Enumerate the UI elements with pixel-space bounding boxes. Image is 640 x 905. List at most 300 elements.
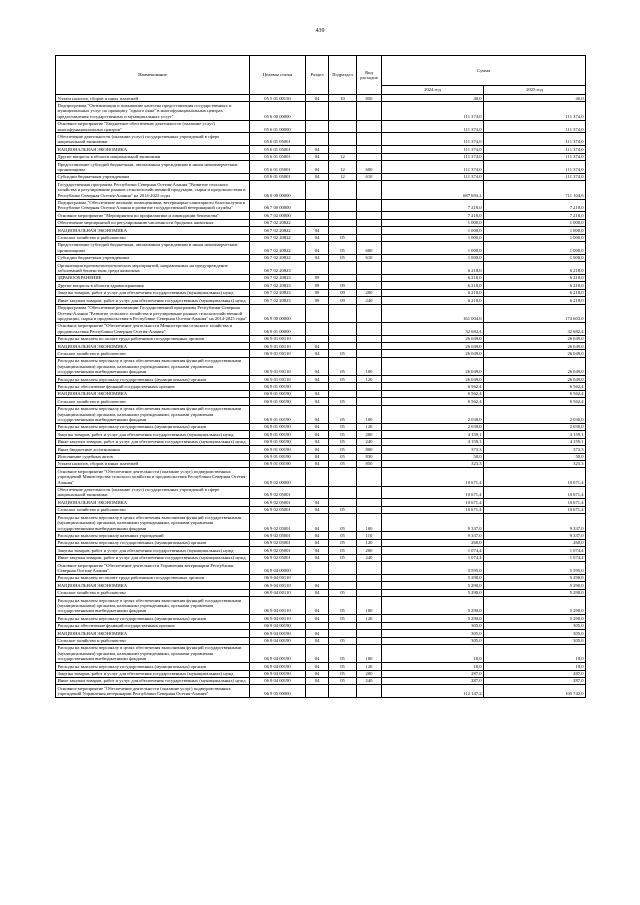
cell-sum-2024: 305,0 <box>382 637 484 644</box>
cell-code: 06 9 04 00110 <box>250 615 306 622</box>
cell-name: Основное мероприятие "Бюджетное обеспечение деятельности (оказание услуг) многофункциональных центров" <box>56 120 250 133</box>
cell-expense-type <box>357 234 382 241</box>
cell-expense-type: 200 <box>357 289 382 296</box>
cell-section <box>306 262 329 275</box>
cell-expense-type <box>357 637 382 644</box>
cell-name: Закупка товаров, работ и услуг для обеспечения государственных (муниципальных) нужд <box>56 289 250 296</box>
cell-name: Субсидии бюджетным учреждениям <box>56 254 250 261</box>
cell-sum-2025: 711 104,6 <box>484 181 586 199</box>
budget-table <box>55 55 586 698</box>
table-row <box>56 670 586 677</box>
cell-subsection <box>329 227 357 234</box>
cell-sum-2024: 18,0 <box>382 644 484 662</box>
cell-section: 04 <box>306 153 329 160</box>
table-row <box>56 219 586 226</box>
cell-sum-2024: 1 000,0 <box>382 234 484 241</box>
cell-sum-2025: 111 374,0 <box>484 161 586 174</box>
cell-sum-2025: 32 682,4 <box>484 322 586 335</box>
cell-name: Другие вопросы в области здравоохранения <box>56 282 250 289</box>
cell-name: Расходы на выплаты персоналу государственных (муниципальных) органов <box>56 423 250 430</box>
cell-name: Иные закупки товаров, работ и услуг для обеспечения государственных (муниципальных) нужд <box>56 438 250 445</box>
cell-code: 06 9 02 05001 <box>250 547 306 554</box>
cell-sum-2025: 6 218,0 <box>484 289 586 296</box>
table-row <box>56 589 586 596</box>
header-year-2: 2025 год <box>484 86 586 95</box>
cell-section <box>306 468 329 486</box>
cell-sum-2024: 111 374,0 <box>382 146 484 153</box>
table-row <box>56 181 586 199</box>
cell-section <box>306 199 329 212</box>
table-row <box>56 343 586 350</box>
cell-expense-type <box>357 390 382 397</box>
table-row <box>56 468 586 486</box>
cell-section: 04 <box>306 95 329 102</box>
cell-expense-type <box>357 499 382 506</box>
cell-sum-2024: 305,0 <box>382 630 484 637</box>
cell-expense-type <box>357 486 382 499</box>
cell-name: Сельское хозяйство и рыболовство <box>56 589 250 596</box>
cell-subsection <box>329 343 357 350</box>
cell-sum-2025: 5 290,0 <box>484 582 586 589</box>
cell-code: 05 6 01 05001 <box>250 146 306 153</box>
cell-code: 06 7 02 20823 <box>250 289 306 296</box>
cell-section: 09 <box>306 297 329 304</box>
cell-sum-2025: 2 030,0 <box>484 405 586 423</box>
cell-expense-type <box>357 506 382 513</box>
cell-code: 06 9 02 00000 <box>250 468 306 486</box>
cell-sum-2024: 111 374,0 <box>382 102 484 120</box>
table-row <box>56 297 586 304</box>
cell-subsection <box>329 383 357 390</box>
cell-sum-2024: 26 049,0 <box>382 343 484 350</box>
cell-section: 04 <box>306 677 329 684</box>
cell-sum-2024: 6 562,4 <box>382 398 484 405</box>
cell-section: 04 <box>306 161 329 174</box>
cell-sum-2025: 287,0 <box>484 670 586 677</box>
table-row <box>56 438 586 445</box>
cell-name: Обеспечение деятельности (оказание услуг) государственных учреждений в сфере национальной экономики <box>56 133 250 146</box>
cell-sum-2025: 7 218,0 <box>484 212 586 219</box>
cell-sum-2025: 50,0 <box>484 453 586 460</box>
cell-subsection <box>329 622 357 629</box>
cell-sum-2024: 111 374,0 <box>382 120 484 133</box>
cell-name: Расходы на выплаты персоналу казенных учреждений <box>56 532 250 539</box>
cell-expense-type <box>357 574 382 581</box>
cell-expense-type <box>357 589 382 596</box>
table-row <box>56 357 586 375</box>
cell-name: Организация противоэпизоотических мероприятий, направленных на предупреждение заболеваний бешенством среди животных <box>56 262 250 275</box>
cell-expense-type <box>357 562 382 575</box>
cell-expense-type: 110 <box>357 532 382 539</box>
cell-subsection: 05 <box>329 670 357 677</box>
cell-sum-2025: 105 742,0 <box>484 685 586 698</box>
cell-subsection: 05 <box>329 357 357 375</box>
cell-subsection: 05 <box>329 405 357 423</box>
cell-code: 06 9 01 00110 <box>250 335 306 342</box>
table-row <box>56 390 586 397</box>
cell-name: Расходы на выплаты персоналу государственных (муниципальных) органов <box>56 539 250 546</box>
cell-name: Основное мероприятие "Обеспечение деятельности Министерства сельского хозяйства и продовольствия Республики Северная Осетия-Алания" <box>56 322 250 335</box>
cell-subsection: 05 <box>329 376 357 383</box>
cell-code: 06 9 01 00190 <box>250 390 306 397</box>
header-sum: Сумма <box>382 56 586 86</box>
cell-sum-2025: 26 049,0 <box>484 343 586 350</box>
cell-subsection <box>329 219 357 226</box>
cell-section <box>306 574 329 581</box>
cell-name: Субсидии бюджетным учреждениям <box>56 173 250 180</box>
cell-name: НАЦИОНАЛЬНАЯ ЭКОНОМИКА <box>56 227 250 234</box>
cell-code: 06 9 05 00000 <box>250 685 306 698</box>
cell-sum-2024: 112 147,2 <box>382 685 484 698</box>
cell-subsection <box>329 499 357 506</box>
cell-expense-type: 240 <box>357 297 382 304</box>
cell-expense-type: 850 <box>357 460 382 467</box>
table-row <box>56 506 586 513</box>
cell-name: Основное мероприятие "Обеспечение деятельности Управления ветеринарии Республики Северная Осетия-Алания" <box>56 562 250 575</box>
table-row <box>56 597 586 615</box>
cell-expense-type <box>357 133 382 146</box>
cell-sum-2024: 111 374,0 <box>382 173 484 180</box>
cell-expense-type: 200 <box>357 547 382 554</box>
cell-expense-type: 610 <box>357 173 382 180</box>
cell-code: 06 9 04 00110 <box>250 589 306 596</box>
cell-sum-2024: 7 218,0 <box>382 199 484 212</box>
cell-code: 06 9 04 00110 <box>250 574 306 581</box>
cell-name: Сельское хозяйство и рыболовство <box>56 350 250 357</box>
cell-expense-type: 600 <box>357 161 382 174</box>
cell-section: 04 <box>306 670 329 677</box>
cell-subsection: 05 <box>329 644 357 662</box>
cell-sum-2024: 5 290,0 <box>382 615 484 622</box>
cell-subsection <box>329 335 357 342</box>
cell-subsection <box>329 133 357 146</box>
cell-expense-type <box>357 102 382 120</box>
cell-expense-type <box>357 146 382 153</box>
cell-name: Расходы на выплаты персоналу государственных (муниципальных) органов <box>56 615 250 622</box>
cell-sum-2024: 32 682,4 <box>382 322 484 335</box>
cell-code: 06 9 04 00190 <box>250 644 306 662</box>
cell-sum-2025: 5 595,0 <box>484 562 586 575</box>
cell-section: 04 <box>306 514 329 532</box>
cell-section: 04 <box>306 376 329 383</box>
cell-subsection: 05 <box>329 663 357 670</box>
cell-expense-type <box>357 219 382 226</box>
cell-sum-2025: 1 000,0 <box>484 241 586 254</box>
cell-subsection <box>329 390 357 397</box>
cell-sum-2025: 6 218,0 <box>484 282 586 289</box>
cell-sum-2024: 373,3 <box>382 446 484 453</box>
cell-code: 06 9 02 05001 <box>250 499 306 506</box>
cell-code: 06 9 04 00110 <box>250 597 306 615</box>
cell-name: Сельское хозяйство и рыболовство <box>56 234 250 241</box>
cell-expense-type <box>357 282 382 289</box>
cell-expense-type: 610 <box>357 254 382 261</box>
cell-name: Расходы на выплаты персоналу в целях обеспечения выполнения функций государственными (муниципальными) органами, казенными учреждениями, органами управления государственными внебюджетными фондами <box>56 514 250 532</box>
cell-section: 04 <box>306 499 329 506</box>
cell-sum-2025: 6 562,4 <box>484 398 586 405</box>
cell-code: 06 0 00 00000 <box>250 181 306 199</box>
cell-expense-type: 120 <box>357 423 382 430</box>
cell-sum-2024: 5 290,0 <box>382 574 484 581</box>
cell-name: Иные бюджетные ассигнования <box>56 446 250 453</box>
cell-subsection: 05 <box>329 423 357 430</box>
table-row <box>56 102 586 120</box>
table-row <box>56 398 586 405</box>
cell-sum-2025: 305,0 <box>484 630 586 637</box>
cell-code: 06 7 02 20822 <box>250 241 306 254</box>
cell-section: 04 <box>306 398 329 405</box>
cell-code: 05 6 01 00000 <box>250 120 306 133</box>
cell-name: НАЦИОНАЛЬНАЯ ЭКОНОМИКА <box>56 343 250 350</box>
cell-sum-2024: 10 671,4 <box>382 506 484 513</box>
cell-code: 06 9 04 00190 <box>250 637 306 644</box>
table-row <box>56 95 586 102</box>
cell-sum-2025: 1 000,0 <box>484 254 586 261</box>
cell-code: 06 9 01 00190 <box>250 405 306 423</box>
cell-sum-2025: 111 374,0 <box>484 133 586 146</box>
cell-name: Расходы на обеспечение функций государственных органов <box>56 622 250 629</box>
cell-section: 04 <box>306 438 329 445</box>
cell-expense-type: 120 <box>357 663 382 670</box>
cell-sum-2025: 111 374,0 <box>484 120 586 133</box>
cell-section <box>306 335 329 342</box>
cell-code: 06 9 04 00110 <box>250 582 306 589</box>
cell-sum-2025: 26 049,0 <box>484 357 586 375</box>
cell-sum-2024: 26 049,0 <box>382 335 484 342</box>
table-row <box>56 282 586 289</box>
cell-section <box>306 212 329 219</box>
cell-section: 04 <box>306 644 329 662</box>
cell-subsection: 05 <box>329 597 357 615</box>
table-row <box>56 212 586 219</box>
cell-expense-type <box>357 181 382 199</box>
cell-name: Расходы на выплаты персоналу государственных (муниципальных) органов <box>56 376 250 383</box>
cell-section: 04 <box>306 663 329 670</box>
cell-sum-2024: 1 000,0 <box>382 241 484 254</box>
table-row <box>56 574 586 581</box>
table-row <box>56 460 586 467</box>
cell-code: 06 9 01 00110 <box>250 357 306 375</box>
table-body <box>56 95 586 698</box>
table-row <box>56 554 586 561</box>
cell-name: Сельское хозяйство и рыболовство <box>56 506 250 513</box>
table-row <box>56 539 586 546</box>
cell-subsection: 12 <box>329 173 357 180</box>
cell-section: 04 <box>306 405 329 423</box>
cell-subsection: 12 <box>329 153 357 160</box>
cell-subsection: 10 <box>329 95 357 102</box>
cell-code: 06 9 02 05001 <box>250 539 306 546</box>
table-row <box>56 383 586 390</box>
cell-code: 06 9 04 00190 <box>250 630 306 637</box>
cell-name: Расходы на выплаты по оплате труда работников государственных органов <box>56 335 250 342</box>
cell-sum-2024: 2 030,0 <box>382 423 484 430</box>
cell-subsection <box>329 199 357 212</box>
cell-subsection: 05 <box>329 514 357 532</box>
cell-section <box>306 219 329 226</box>
cell-sum-2025: 2 030,0 <box>484 423 586 430</box>
cell-subsection: 09 <box>329 289 357 296</box>
cell-sum-2024: 111 374,0 <box>382 133 484 146</box>
cell-sum-2025: 6 562,4 <box>484 390 586 397</box>
cell-code: 06 9 01 00190 <box>250 423 306 430</box>
cell-expense-type: 100 <box>357 405 382 423</box>
cell-section <box>306 102 329 120</box>
header-subsection: Подраздел <box>329 56 357 95</box>
cell-name: Иные закупки товаров, работ и услуг для обеспечения государственных (муниципальных) нужд <box>56 297 250 304</box>
cell-sum-2024: 305,0 <box>382 622 484 629</box>
cell-sum-2025: 111 374,0 <box>484 146 586 153</box>
cell-code: 06 9 01 00190 <box>250 383 306 390</box>
cell-section <box>306 304 329 322</box>
cell-name: НАЦИОНАЛЬНАЯ ЭКОНОМИКА <box>56 499 250 506</box>
cell-code: 06 7 02 20823 <box>250 297 306 304</box>
cell-sum-2025: 10 671,4 <box>484 486 586 499</box>
cell-sum-2025: 6 562,4 <box>484 383 586 390</box>
table-row <box>56 431 586 438</box>
cell-expense-type <box>357 582 382 589</box>
cell-code: 06 7 02 20822 <box>250 234 306 241</box>
cell-expense-type <box>357 274 382 281</box>
cell-section: 04 <box>306 350 329 357</box>
cell-name: Государственная программа Республики Северная Осетия-Алания "Развитие сельского хозяйства и регулирование рынков сельскохозяйственной продукции, сырья и продовольствия в Республике Северная Осетия-Алания" на 2014-2025 годы <box>56 181 250 199</box>
table-row <box>56 644 586 662</box>
cell-code: 06 9 01 00190 <box>250 453 306 460</box>
header-code: Целевая статья <box>250 56 306 95</box>
table-row <box>56 622 586 629</box>
cell-subsection <box>329 685 357 698</box>
cell-expense-type <box>357 262 382 275</box>
table-row <box>56 173 586 180</box>
table-row <box>56 582 586 589</box>
cell-sum-2024: 1 000,0 <box>382 219 484 226</box>
cell-sum-2025: 323,3 <box>484 460 586 467</box>
cell-sum-2025: 111 374,0 <box>484 173 586 180</box>
cell-subsection <box>329 120 357 133</box>
table-row <box>56 161 586 174</box>
cell-code: 05 5 01 00150 <box>250 95 306 102</box>
table-row <box>56 199 586 212</box>
cell-sum-2024: 40,0 <box>382 95 484 102</box>
table-row <box>56 562 586 575</box>
cell-name: Сельское хозяйство и рыболовство <box>56 398 250 405</box>
cell-section: 04 <box>306 532 329 539</box>
cell-section: 04 <box>306 241 329 254</box>
table-row <box>56 153 586 160</box>
cell-sum-2025: 10 671,4 <box>484 499 586 506</box>
cell-expense-type: 120 <box>357 615 382 622</box>
cell-expense-type <box>357 304 382 322</box>
cell-subsection: 05 <box>329 241 357 254</box>
cell-sum-2025: 373,3 <box>484 446 586 453</box>
cell-name: Исполнение судебных актов <box>56 453 250 460</box>
cell-name: Подпрограмма "Оптимизация и повышение качества предоставления государственных и муниципальных услуг по принципу "одного окна" в многофункциональных центрах предоставления государственных и муниципальных услуг" <box>56 102 250 120</box>
cell-section: 04 <box>306 357 329 375</box>
cell-subsection <box>329 562 357 575</box>
cell-sum-2025: 40,0 <box>484 95 586 102</box>
cell-subsection <box>329 322 357 335</box>
cell-code: 06 9 04 00190 <box>250 670 306 677</box>
cell-name: Подпрограмма "Обеспечение жилыми помещениями, ветеринарно-санитарного благополучия в Республике Северная Осетия-Алания и развитие государственной ветеринарной службы" <box>56 199 250 212</box>
cell-sum-2024: 1 000,0 <box>382 254 484 261</box>
cell-section: 04 <box>306 597 329 615</box>
table-row <box>56 133 586 146</box>
cell-section: 04 <box>306 615 329 622</box>
page-number: 439 <box>315 28 325 34</box>
cell-name: Подпрограмма "Обеспечение реализации Государственной программы Республики Северная Осетия-Алания "Развитие сельского хозяйства и регулирование рынков сельскохозяйственной продукции, сырья и продовольствия в Республике Северная Осетия-Алания" на 2014-2025 годы" <box>56 304 250 322</box>
cell-sum-2024: 6 218,0 <box>382 274 484 281</box>
cell-section <box>306 322 329 335</box>
cell-subsection: 05 <box>329 254 357 261</box>
cell-sum-2024: 5 290,0 <box>382 589 484 596</box>
table-row <box>56 532 586 539</box>
table-row <box>56 376 586 383</box>
cell-section: 04 <box>306 390 329 397</box>
cell-subsection: 05 <box>329 547 357 554</box>
cell-section: 04 <box>306 227 329 234</box>
cell-sum-2024: 6 562,4 <box>382 383 484 390</box>
cell-expense-type: 100 <box>357 357 382 375</box>
cell-name: Расходы на обеспечение функций государственных органов <box>56 383 250 390</box>
cell-code: 06 7 02 20822 <box>250 219 306 226</box>
header-section: Раздел <box>306 56 329 95</box>
cell-subsection: 05 <box>329 615 357 622</box>
cell-section: 09 <box>306 274 329 281</box>
cell-sum-2025: 18,0 <box>484 663 586 670</box>
cell-sum-2024: 18,0 <box>382 663 484 670</box>
cell-section <box>306 383 329 390</box>
table-row <box>56 453 586 460</box>
cell-expense-type: 100 <box>357 597 382 615</box>
cell-code: 06 7 02 20823 <box>250 262 306 275</box>
cell-section <box>306 133 329 146</box>
cell-subsection: 05 <box>329 446 357 453</box>
table-row <box>56 241 586 254</box>
table-row <box>56 637 586 644</box>
cell-subsection: 05 <box>329 234 357 241</box>
cell-sum-2024: 323,3 <box>382 460 484 467</box>
cell-code: 06 9 04 00190 <box>250 677 306 684</box>
cell-section: 04 <box>306 554 329 561</box>
cell-code: 05 6 01 05001 <box>250 153 306 160</box>
cell-sum-2025: 26 049,0 <box>484 350 586 357</box>
cell-expense-type: 850 <box>357 95 382 102</box>
cell-subsection: 05 <box>329 539 357 546</box>
cell-expense-type <box>357 343 382 350</box>
cell-section: 04 <box>306 173 329 180</box>
cell-code: 06 9 02 05001 <box>250 554 306 561</box>
cell-sum-2024: 6 218,0 <box>382 282 484 289</box>
cell-expense-type: 200 <box>357 431 382 438</box>
cell-sum-2024: 26 049,0 <box>382 350 484 357</box>
cell-subsection <box>329 274 357 281</box>
cell-subsection: 05 <box>329 431 357 438</box>
cell-subsection <box>329 582 357 589</box>
cell-expense-type <box>357 622 382 629</box>
cell-subsection: 05 <box>329 438 357 445</box>
cell-name: Иные закупки товаров, работ и услуг для обеспечения государственных (муниципальных) нужд <box>56 554 250 561</box>
table-row <box>56 322 586 335</box>
cell-expense-type: 100 <box>357 644 382 662</box>
cell-expense-type: 600 <box>357 241 382 254</box>
cell-expense-type: 120 <box>357 376 382 383</box>
cell-sum-2025: 1 074,4 <box>484 547 586 554</box>
cell-sum-2024: 6 218,0 <box>382 297 484 304</box>
cell-sum-2025: 7 218,0 <box>484 199 586 212</box>
table-row <box>56 120 586 133</box>
cell-section <box>306 562 329 575</box>
cell-sum-2024: 10 671,4 <box>382 499 484 506</box>
